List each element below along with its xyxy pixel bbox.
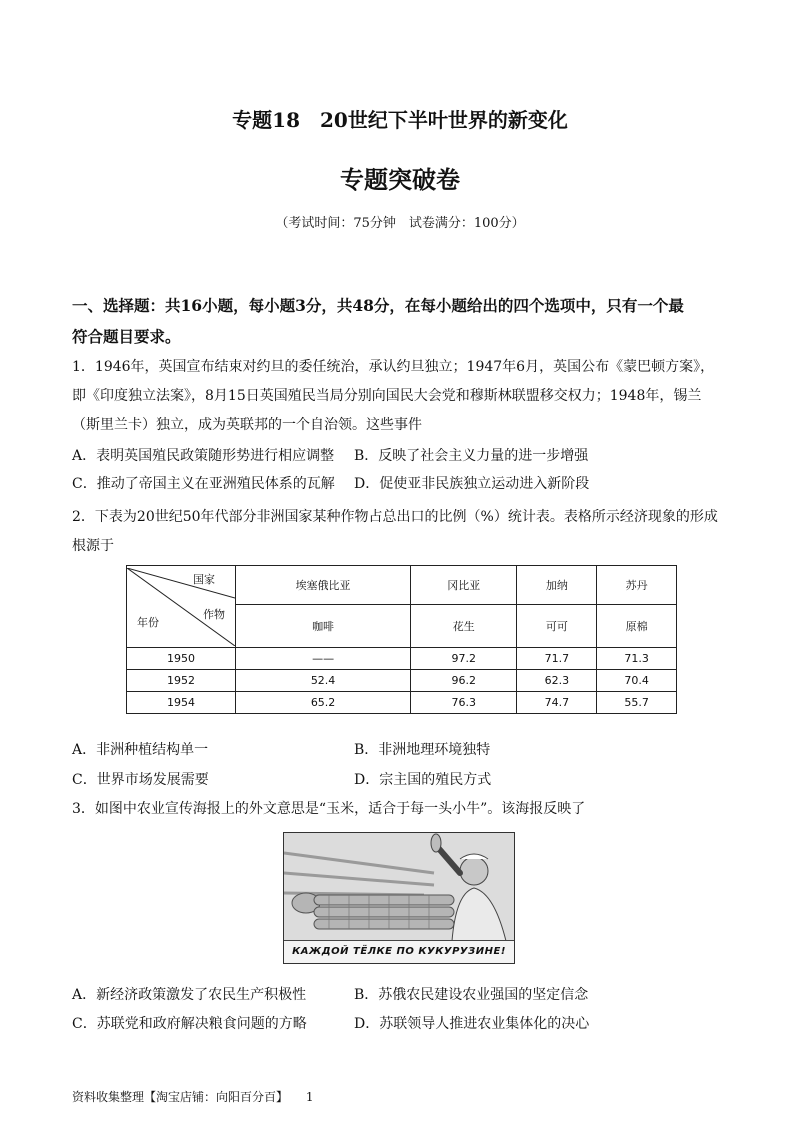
corner-label-year: 年份 [137, 615, 159, 629]
table-header-crop: 原棉 [597, 605, 677, 648]
table-header-country: 冈比亚 [411, 566, 517, 605]
table-cell: 76.3 [411, 692, 517, 714]
q3-option-c[interactable]: C．苏联党和政府解决粮食问题的方略 [72, 1016, 307, 1032]
q2-option-d[interactable]: D．宗主国的殖民方式 [354, 772, 492, 788]
table-header-crop: 花生 [411, 605, 517, 648]
q1-option-d[interactable]: D．促使亚非民族独立运动进入新阶段 [354, 476, 590, 492]
table-cell: 96.2 [411, 670, 517, 692]
question-1-line3: （斯里兰卡）独立，成为英联邦的一个自治领。这些事件 [72, 417, 422, 433]
q2-option-a[interactable]: A．非洲种植结构单一 [72, 742, 209, 758]
table-cell: 71.3 [597, 648, 677, 670]
table-cell: 62.3 [517, 670, 597, 692]
question-3-stem: 3．如图中农业宣传海报上的外文意思是“玉米，适合于每一头小牛”。该海报反映了 [72, 801, 586, 817]
section-heading-line2: 符合题目要求。 [72, 327, 181, 346]
section-heading [72, 290, 732, 352]
corner-label-crop: 作物 [203, 607, 225, 621]
table-row [127, 670, 677, 692]
table-cell: 55.7 [597, 692, 677, 714]
topic-title: 专题18 20世纪下半叶世界的新变化 [232, 108, 568, 132]
question-1-stem [72, 353, 732, 440]
exam-info: （考试时间：75分钟 试卷满分：100分） [275, 216, 525, 231]
table-cell: 97.2 [411, 648, 517, 670]
table-header-crop: 咖啡 [236, 605, 411, 648]
section-heading-line1: 一、选择题：共16小题，每小题3分，共48分，在每小题给出的四个选项中，只有一个最 [72, 296, 684, 315]
q1-option-b[interactable]: B．反映了社会主义力量的进一步增强 [354, 448, 589, 464]
page-number: 1 [305, 1090, 314, 1104]
agriculture-poster-image [283, 832, 515, 964]
table-cell-year: 1954 [127, 692, 236, 714]
table-row [127, 648, 677, 670]
table-row [127, 692, 677, 714]
q1-option-a[interactable]: A．表明英国殖民政策随形势进行相应调整 [72, 448, 335, 464]
table-cell: 70.4 [597, 670, 677, 692]
question-1-line2: 即《印度独立法案》，8月15日英国殖民当局分别向国民大会党和穆斯林联盟移交权力；1948年，锡兰 [72, 388, 702, 404]
q1-option-c[interactable]: C．推动了帝国主义在亚洲殖民体系的瓦解 [72, 476, 335, 492]
page-footer [72, 1088, 313, 1105]
table-header-country: 苏丹 [597, 566, 677, 605]
export-ratio-table [126, 565, 677, 714]
q2-option-b[interactable]: B．非洲地理环境独特 [354, 742, 491, 758]
table-header-country: 埃塞俄比亚 [236, 566, 411, 605]
table-cell-year: 1950 [127, 648, 236, 670]
q3-option-a[interactable]: A．新经济政策激发了农民生产积极性 [72, 987, 307, 1003]
poster-caption: КАЖДОЙ ТЁЛКЕ ПО КУКУРУЗИНЕ! [284, 940, 514, 963]
question-2-line1: 2．下表为20世纪50年代部分非洲国家某种作物占总出口的比例（%）统计表。表格所示经济现象的形成 [72, 509, 718, 525]
paper-subtitle: 专题突破卷 [340, 165, 460, 194]
table-cell: 71.7 [517, 648, 597, 670]
question-1-line1: 1．1946年，英国宣布结束对约旦的委任统治，承认约旦独立；1947年6月，英国公布《蒙巴顿方案》， [72, 359, 715, 375]
table-cell: 65.2 [236, 692, 411, 714]
corner-label-country: 国家 [193, 572, 215, 586]
q3-option-b[interactable]: B．苏俄农民建设农业强国的坚定信念 [354, 987, 589, 1003]
q2-option-c[interactable]: C．世界市场发展需要 [72, 772, 209, 788]
table-cell: —— [236, 648, 411, 670]
table-corner-cell [127, 566, 236, 648]
table-cell: 74.7 [517, 692, 597, 714]
table-header-country: 加纳 [517, 566, 597, 605]
question-2-line2: 根源于 [72, 538, 114, 554]
q3-option-d[interactable]: D．苏联领导人推进农业集体化的决心 [354, 1016, 590, 1032]
footer-source: 资料收集整理【淘宝店铺：向阳百分百】 [72, 1090, 289, 1104]
question-2-stem [72, 503, 732, 561]
table-header-crop: 可可 [517, 605, 597, 648]
table-cell: 52.4 [236, 670, 411, 692]
table-cell-year: 1952 [127, 670, 236, 692]
